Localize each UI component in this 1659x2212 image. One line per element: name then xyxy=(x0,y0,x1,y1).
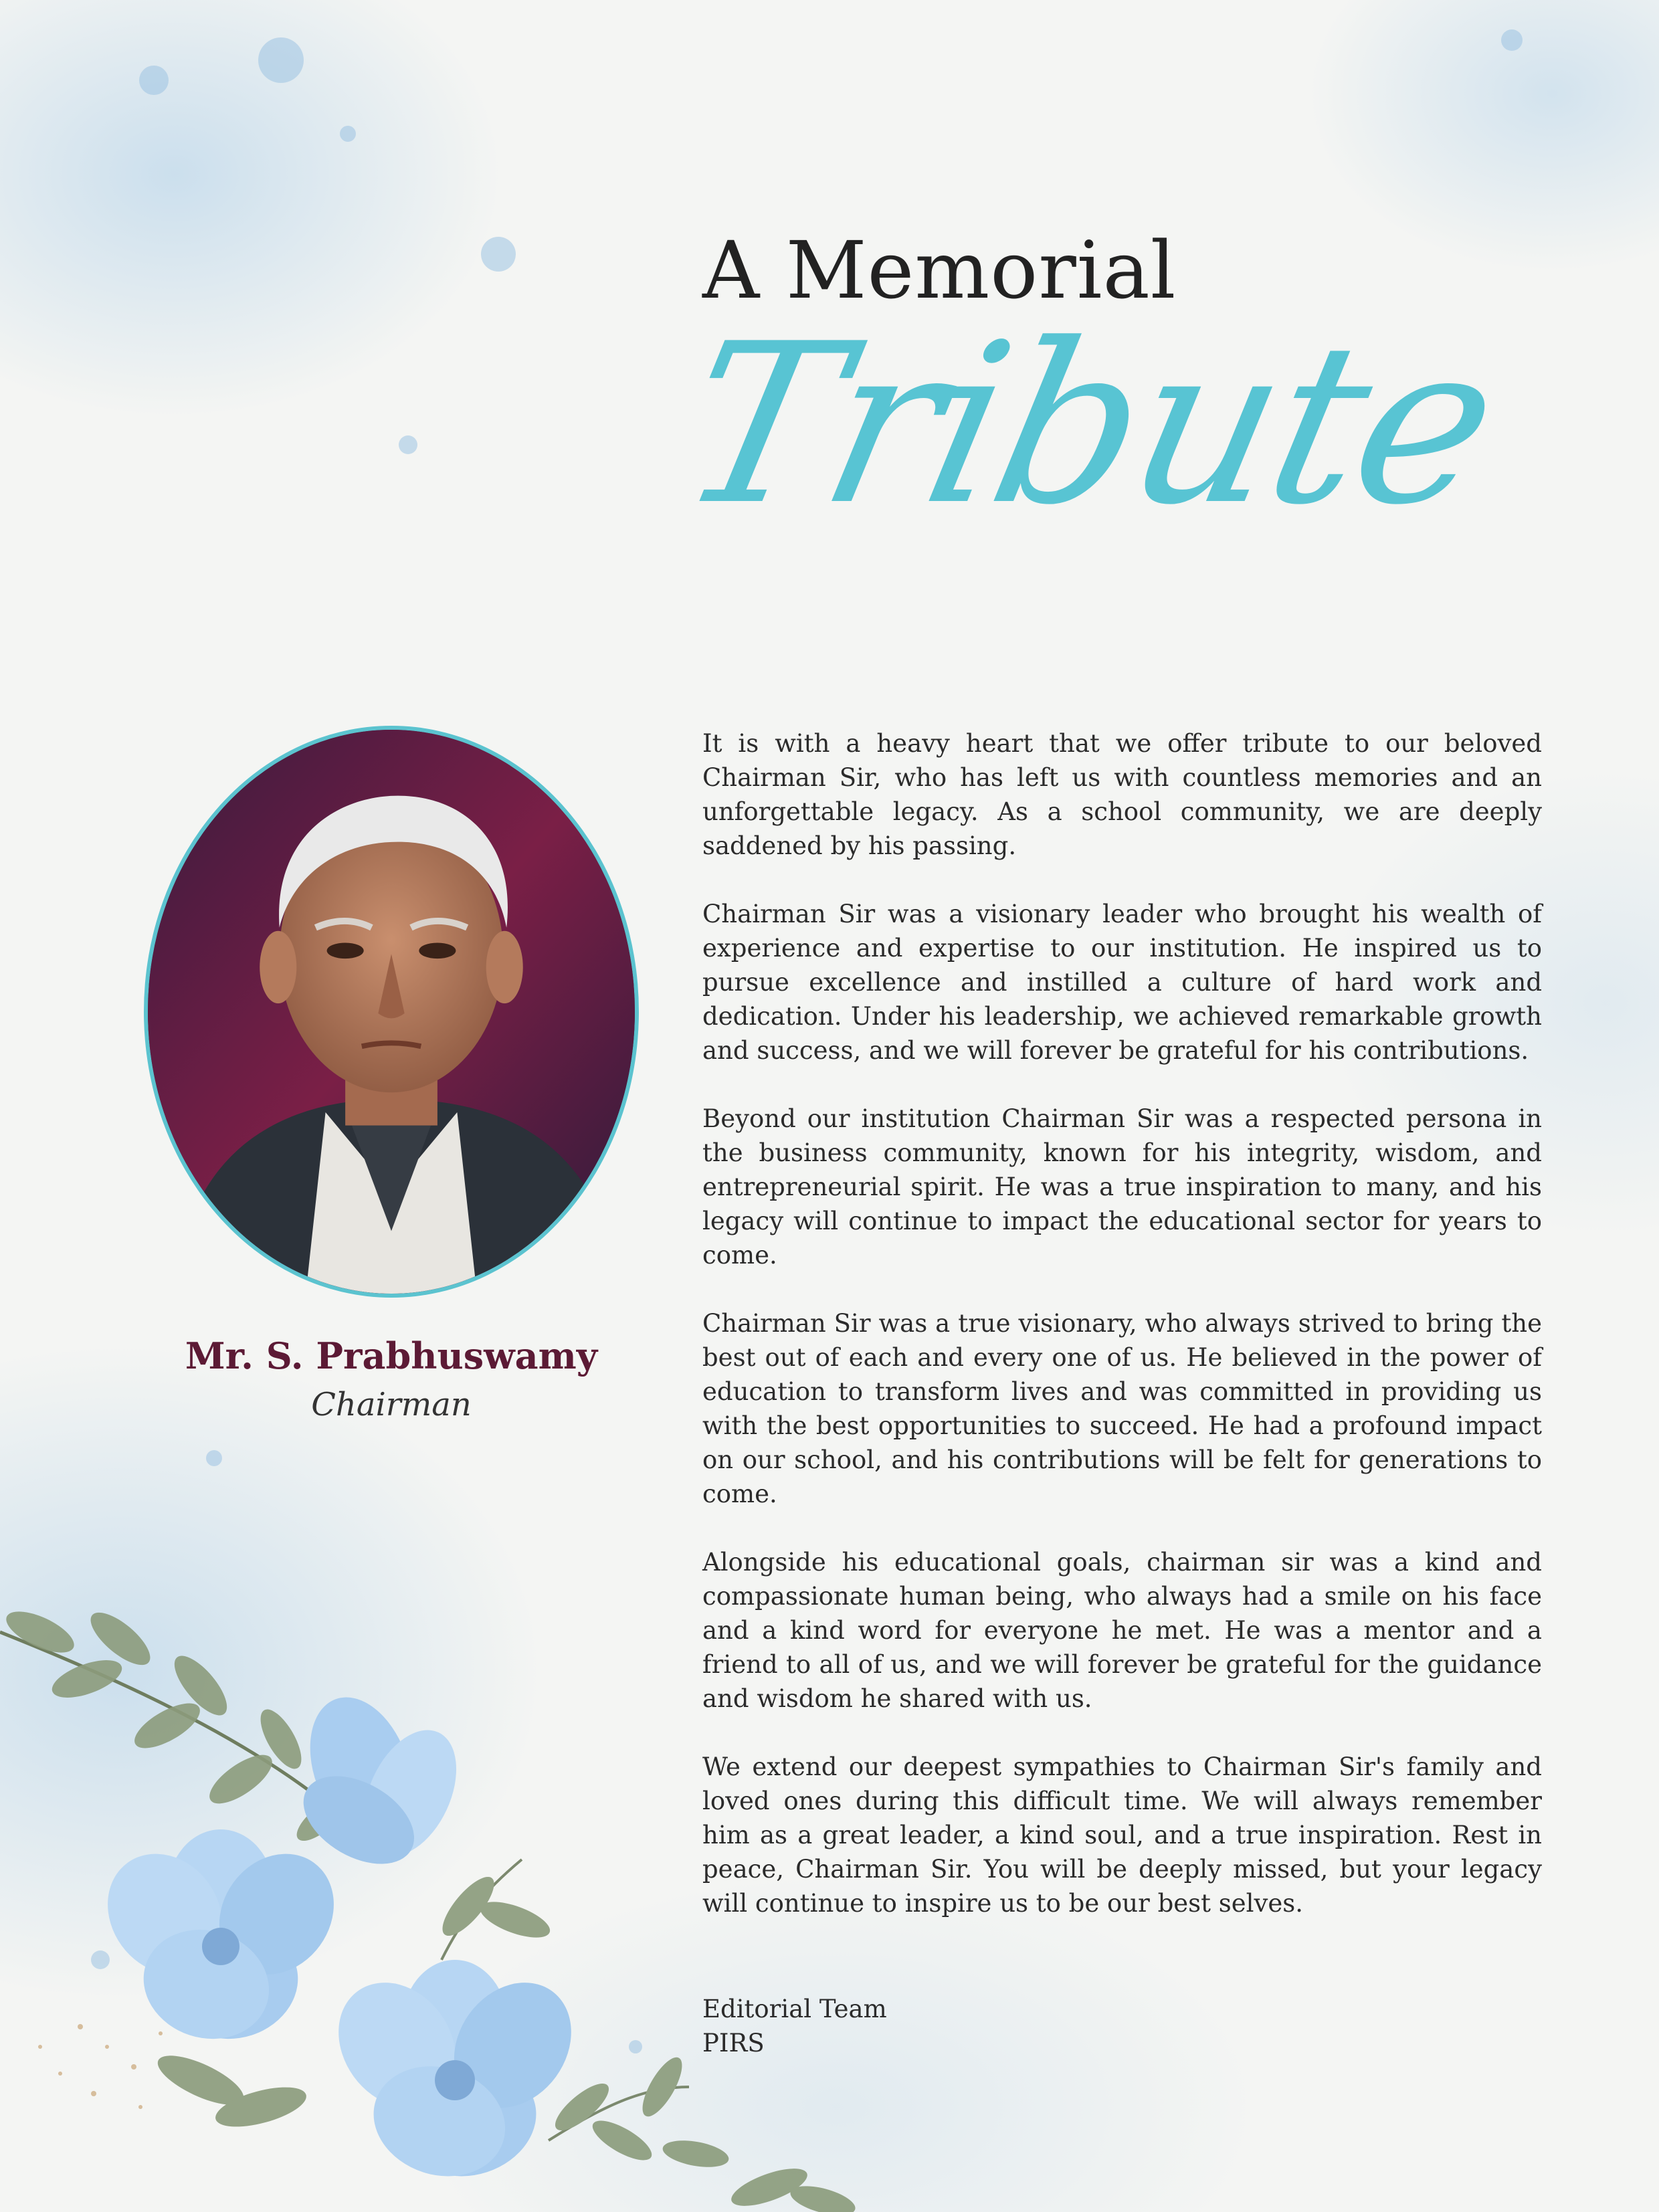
portrait-photo-icon xyxy=(148,730,635,1294)
tribute-paragraph: Chairman Sir was a visionary leader who brought his wealth of experience and expertise to our institution. He inspired us to pursue excellence and instilled a culture of hard work and dedication. Under his leadership, we achieved remarkable growth and success, and we will forever be grateful for his contributions. xyxy=(702,900,1542,1065)
chairman-name: Mr. S. Prabhuswamy xyxy=(185,1334,598,1377)
heading-a-memorial: A Memorial xyxy=(702,224,1177,316)
signoff-org: PIRS xyxy=(702,2029,765,2057)
blue-flower-icon xyxy=(84,1683,595,2193)
tribute-paragraph: It is with a heavy heart that we offer tribute to our beloved Chairman Sir, who has left us with countless memories and an unforgettable legacy. As a school community, we are deeply saddened by his passing. xyxy=(702,729,1542,860)
tribute-paragraph: Beyond our institution Chairman Sir was a respected persona in the business community, known for his integrity, wisdom, and entrepreneurial spirit. He was a true inspiration to many, and his legacy will continue to impact the educational sector for years to come. xyxy=(702,1104,1542,1270)
tribute-paragraph: Alongside his educational goals, chairman sir was a kind and compassionate human being, who always had a smile on his face and a kind word for everyone he met. He was a mentor and a friend to all of us, and we will forever be grateful for the guidance and wisdom he shared with us. xyxy=(702,1548,1542,1713)
gold-speckles xyxy=(38,2024,163,2109)
chairman-portrait xyxy=(144,726,639,1298)
tribute-body xyxy=(702,726,1542,1954)
signoff-team: Editorial Team xyxy=(702,1995,887,2023)
tribute-paragraph: Chairman Sir was a true visionary, who always strived to bring the best out of each and every one of us. He believed in the power of education to transform lives and was committed in providing us with the best opportunities to succeed. He had a profound impact on our school, and his contributions will be felt for generations to come. xyxy=(702,1309,1542,1508)
tribute-paragraph: We extend our deepest sympathies to Chairman Sir's family and loved ones during this difficult time. We will always remember him as a great leader, a kind soul, and a true inspiration. Rest in peace, Chairman Sir. You will be deeply missed, but your legacy will continue to inspire us to be our best selves. xyxy=(702,1752,1542,1918)
heading-tribute: Tribute xyxy=(662,296,1515,553)
signoff xyxy=(702,1992,887,2060)
chairman-title: Chairman xyxy=(311,1386,472,1423)
